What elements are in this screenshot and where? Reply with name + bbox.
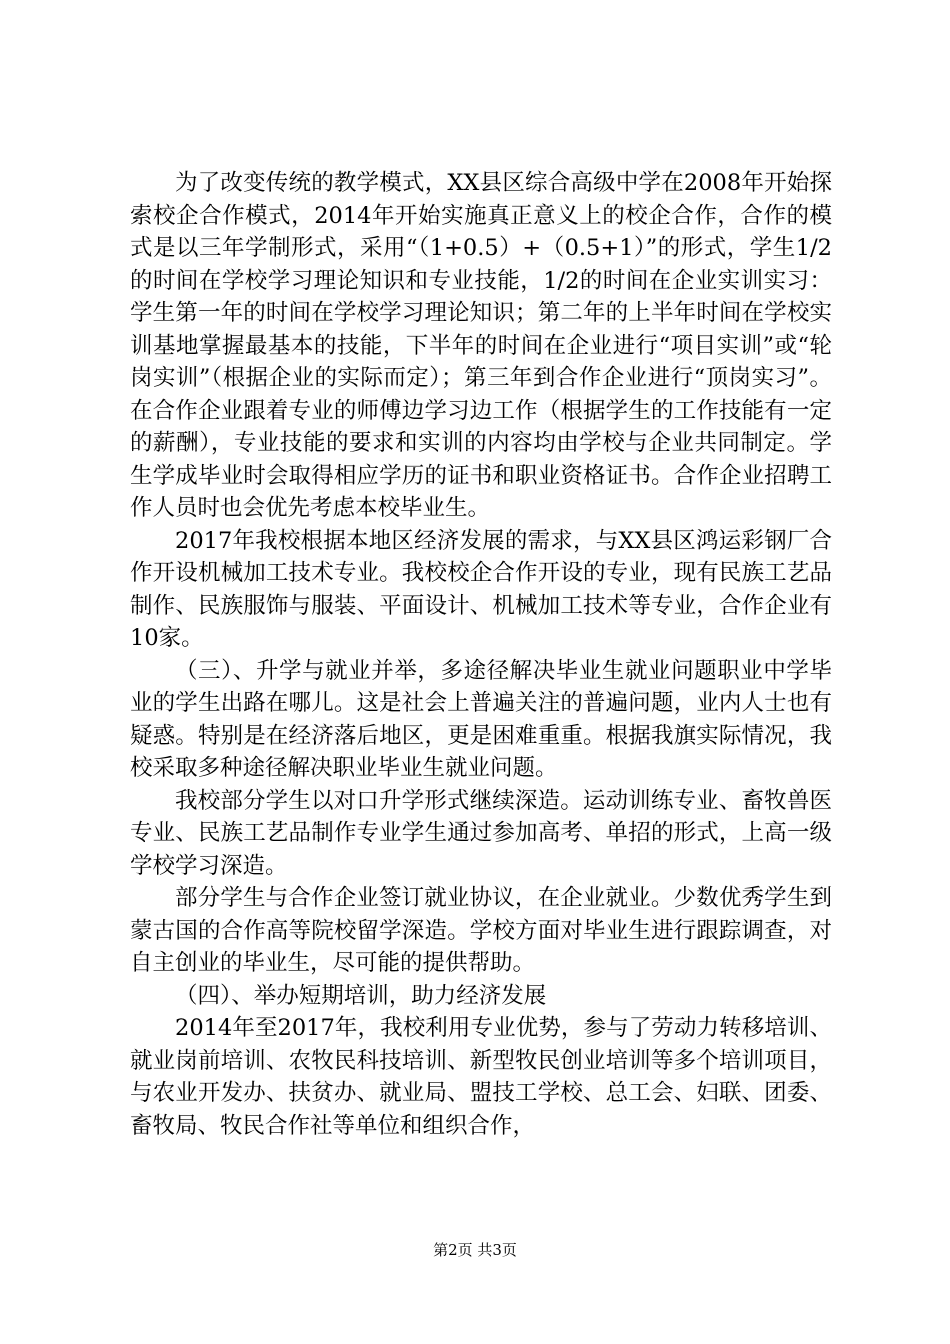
page-number-footer: 第2页 共3页 [433,1241,517,1259]
paragraph-employment: 部分学生与合作企业签订就业协议，在企业就业。少数优秀学生到蒙古国的合作高等院校留学深造。学校方面对毕业生进行跟踪调查，对自主创业的毕业生，尽可能的提供帮助。 [130,885,832,976]
paragraph-school-enterprise-model: 为了改变传统的教学模式，XX县区综合高级中学在2008年开始探索校企合作模式，2014年开始实施真正意义上的校企合作，合作的模式是以三年学制形式，采用“（1+0.5）+（0.5+1）”的形式，学生1/2的时间在学校学习理论知识和专业技能，1/2的时间在企业实训实习：学生第一年的时间在学校学习理论知识；第二年的上半年时间在学校实训基地掌握最基本的技能，下半年的时间在企业进行“项目实训”或“轮岗实训”（根据企业的实际而定）；第三年到合作企业进行“顶岗实习”。在合作企业跟着专业的师傅边学习边工作（根据学生的工作技能有一定的薪酬），专业技能的要求和实训的内容均由学校与企业共同制定。学生学成毕业时会取得相应学历的证书和职业资格证书。合作企业招聘工作人员时也会优先考虑本校毕业生。 [130,170,832,521]
section-heading-four: （四）、举办短期培训，助力经济发展 [175,982,547,1009]
paragraph-training-projects: 2014年至2017年，我校利用专业优势，参与了劳动力转移培训、就业岗前培训、农牧民科技培训、新型牧民创业培训等多个培训项目，与农业开发办、扶贫办、就业局、盟技工学校、总工会、妇联、团委、畜牧局、牧民合作社等单位和组织合作， [130,1015,832,1139]
paragraph-further-study: 我校部分学生以对口升学形式继续深造。运动训练专业、畜牧兽医专业、民族工艺品制作专业学生通过参加高考、单招的形式，上高一级学校学习深造。 [130,787,832,879]
document-body [130,167,832,1142]
paragraph-section-three: （三）、升学与就业并举，多途径解决毕业生就业问题职业中学毕业的学生出路在哪儿。这是社会上普遍关注的普遍问题，业内人士也有疑惑。特别是在经济落后地区，更是困难重重。根据我旗实际情况，我校采取多种途径解决职业毕业生就业问题。 [130,657,832,781]
paragraph-2017-majors: 2017年我校根据本地区经济发展的需求，与XX县区鸿运彩钢厂合作开设机械加工技术专业。我校校企合作开设的专业，现有民族工艺品制作、民族服饰与服装、平面设计、机械加工技术等专业，合作企业有10家。 [130,527,832,651]
